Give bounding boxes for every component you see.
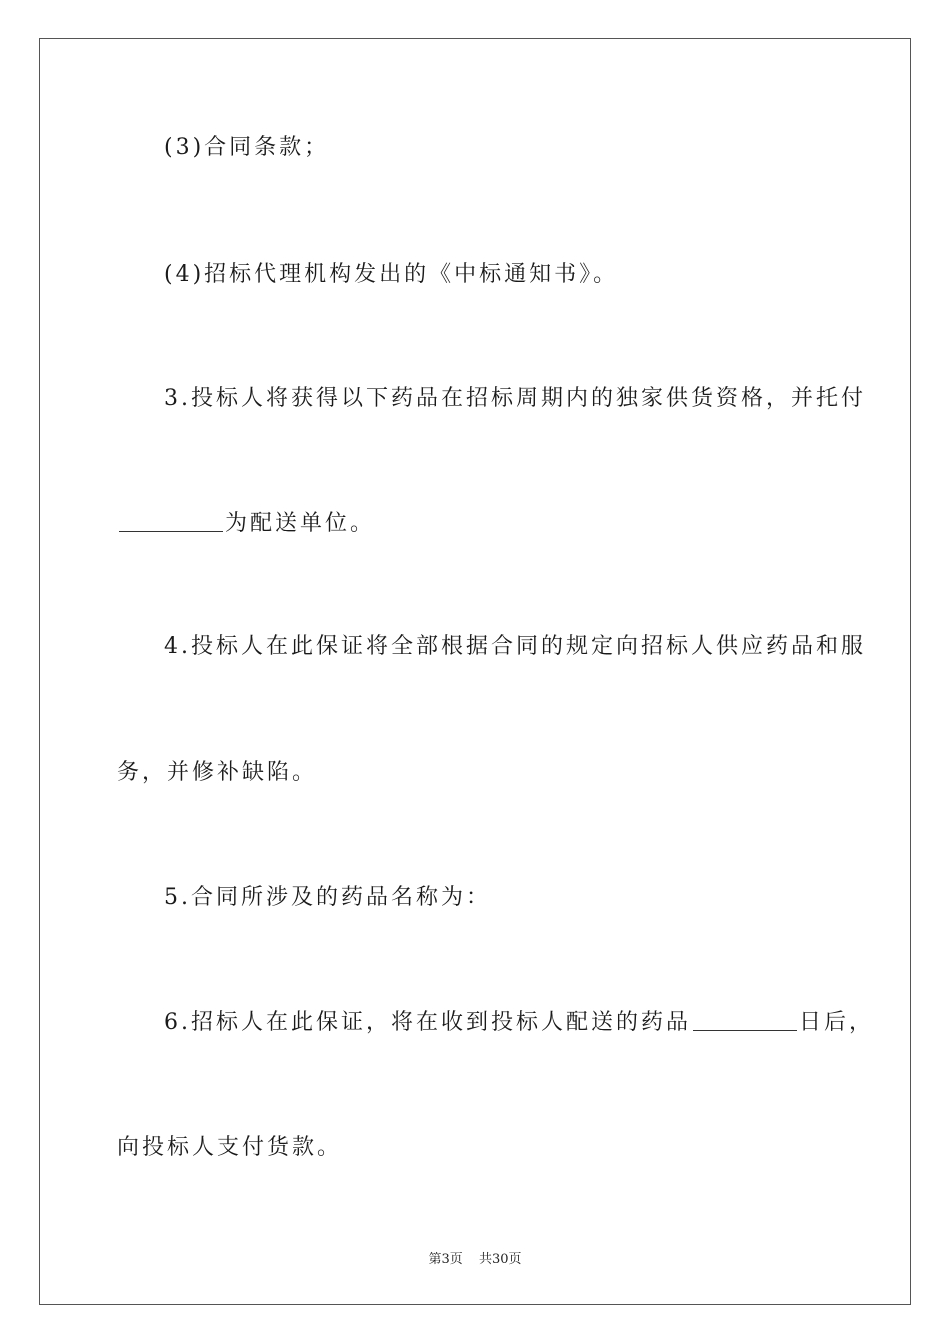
page-border xyxy=(39,38,911,1305)
paragraph-service-repair: 务，并修补缺陷。 xyxy=(117,760,318,785)
page-number: 第3页 xyxy=(428,1252,463,1267)
paragraph-award-notice: (4)招标代理机构发出的《中标通知书》。 xyxy=(164,262,619,287)
paragraph-bidder-guarantee: 4.投标人在此保证将全部根据合同的规定向招标人供应药品和服 xyxy=(164,634,866,659)
paragraph-delivery-unit xyxy=(117,509,375,539)
blank-fill-line xyxy=(119,511,223,532)
blank-fill-line xyxy=(693,1010,797,1031)
paragraph-pay-bidder: 向投标人支付货款。 xyxy=(117,1135,343,1160)
delivery-unit-text: 为配送单位。 xyxy=(225,511,376,536)
paragraph-contract-terms: (3)合同条款； xyxy=(164,135,330,160)
paragraph-drug-names: 5.合同所涉及的药品名称为： xyxy=(164,885,491,910)
payment-guarantee-text: 6.招标人在此保证，将在收到投标人配送的药品 xyxy=(164,1010,691,1035)
paragraph-payment-guarantee xyxy=(164,1008,874,1038)
payment-days-text: 日后， xyxy=(799,1010,875,1035)
page-total: 共30页 xyxy=(478,1252,522,1267)
paragraph-exclusive-supply: 3.投标人将获得以下药品在招标周期内的独家供货资格，并托付 xyxy=(164,386,866,411)
page-footer xyxy=(0,1248,950,1267)
